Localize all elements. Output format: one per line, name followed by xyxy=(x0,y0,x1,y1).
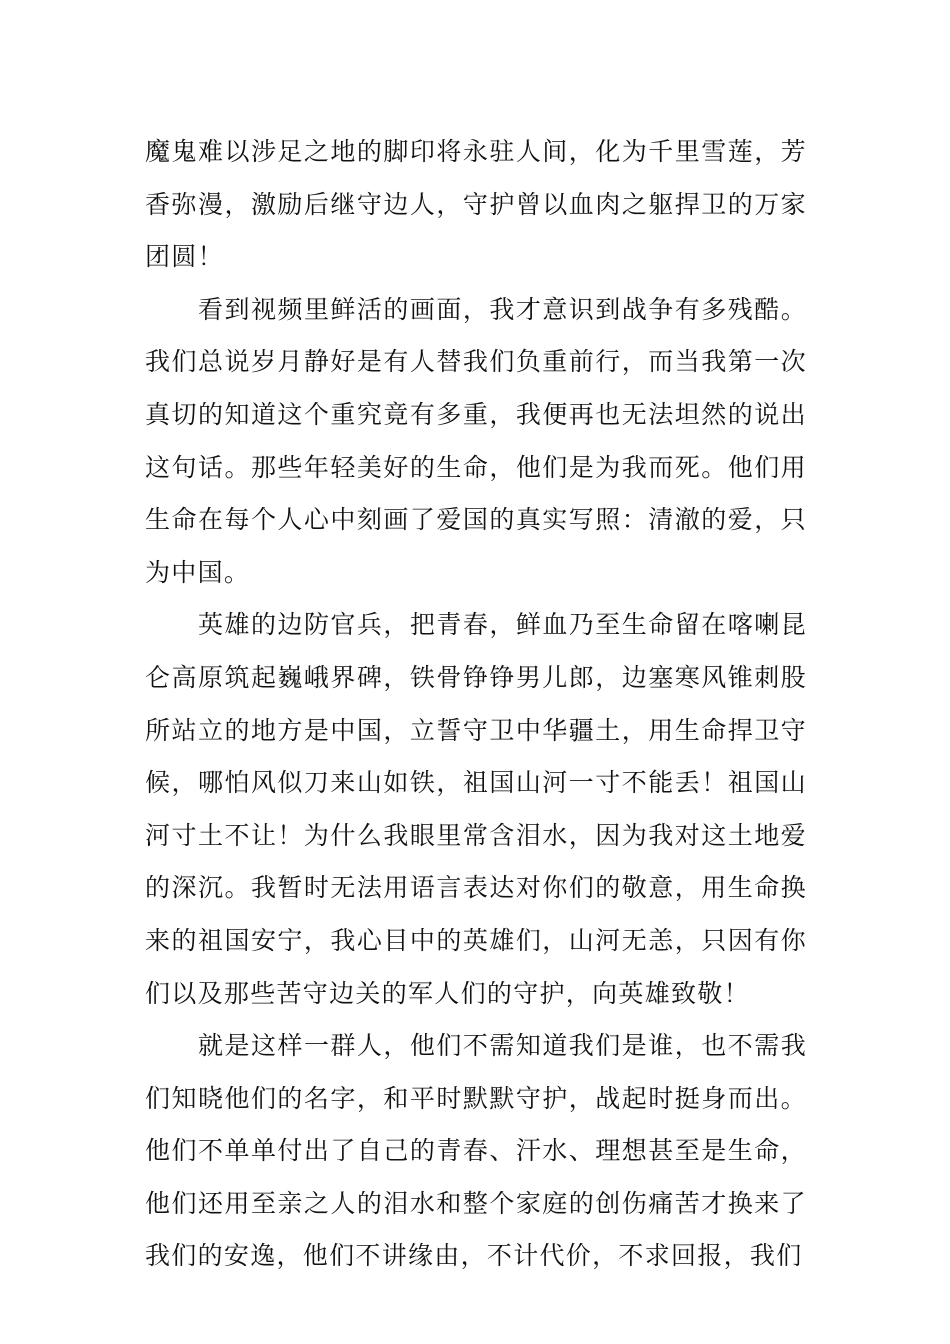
document-page xyxy=(145,126,807,1283)
paragraph-1: 魔鬼难以涉足之地的脚印将永驻人间，化为千里雪莲，芳香弥漫，激励后继守边人，守护曾以血肉之躯捍卫的万家团圆！ xyxy=(145,137,807,272)
paragraph-2: 看到视频里鲜活的画面，我才意识到战争有多残酷。我们总说岁月静好是有人替我们负重前行，而当我第一次真切的知道这个重究竟有多重，我便再也无法坦然的说出这句话。那些年轻美好的生命，他们是为我而死。他们用生命在每个人心中刻画了爱国的真实写照：清澈的爱，只为中国。 xyxy=(145,294,807,587)
paragraph-4: 就是这样一群人，他们不需知道我们是谁，也不需我们知晓他们的名字，和平时默默守护，战起时挺身而出。他们不单单付出了自己的青春、汗水、理想甚至是生命，他们还用至亲之人的泪水和整个家庭的创伤痛苦才换来了我们的安逸，他们不讲缘由，不计代价，不求回报，我们 xyxy=(145,1031,807,1271)
paragraph-3: 英雄的边防官兵，把青春，鲜血乃至生命留在喀喇昆仑高原筑起巍峨界碑，铁骨铮铮男儿郎，边塞寒风锥刺股所站立的地方是中国，立誓守卫中华疆土，用生命捍卫守候，哪怕风似刀来山如铁，祖国山河一寸不能丢！祖国山河寸土不让！为什么我眼里常含泪水，因为我对这土地爱的深沉。我暂时无法用语言表达对你们的敬意，用生命换来的祖国安宁，我心目中的英雄们，山河无恙，只因有你们以及那些苦守边关的军人们的守护，向英雄致敬！ xyxy=(145,610,807,1008)
